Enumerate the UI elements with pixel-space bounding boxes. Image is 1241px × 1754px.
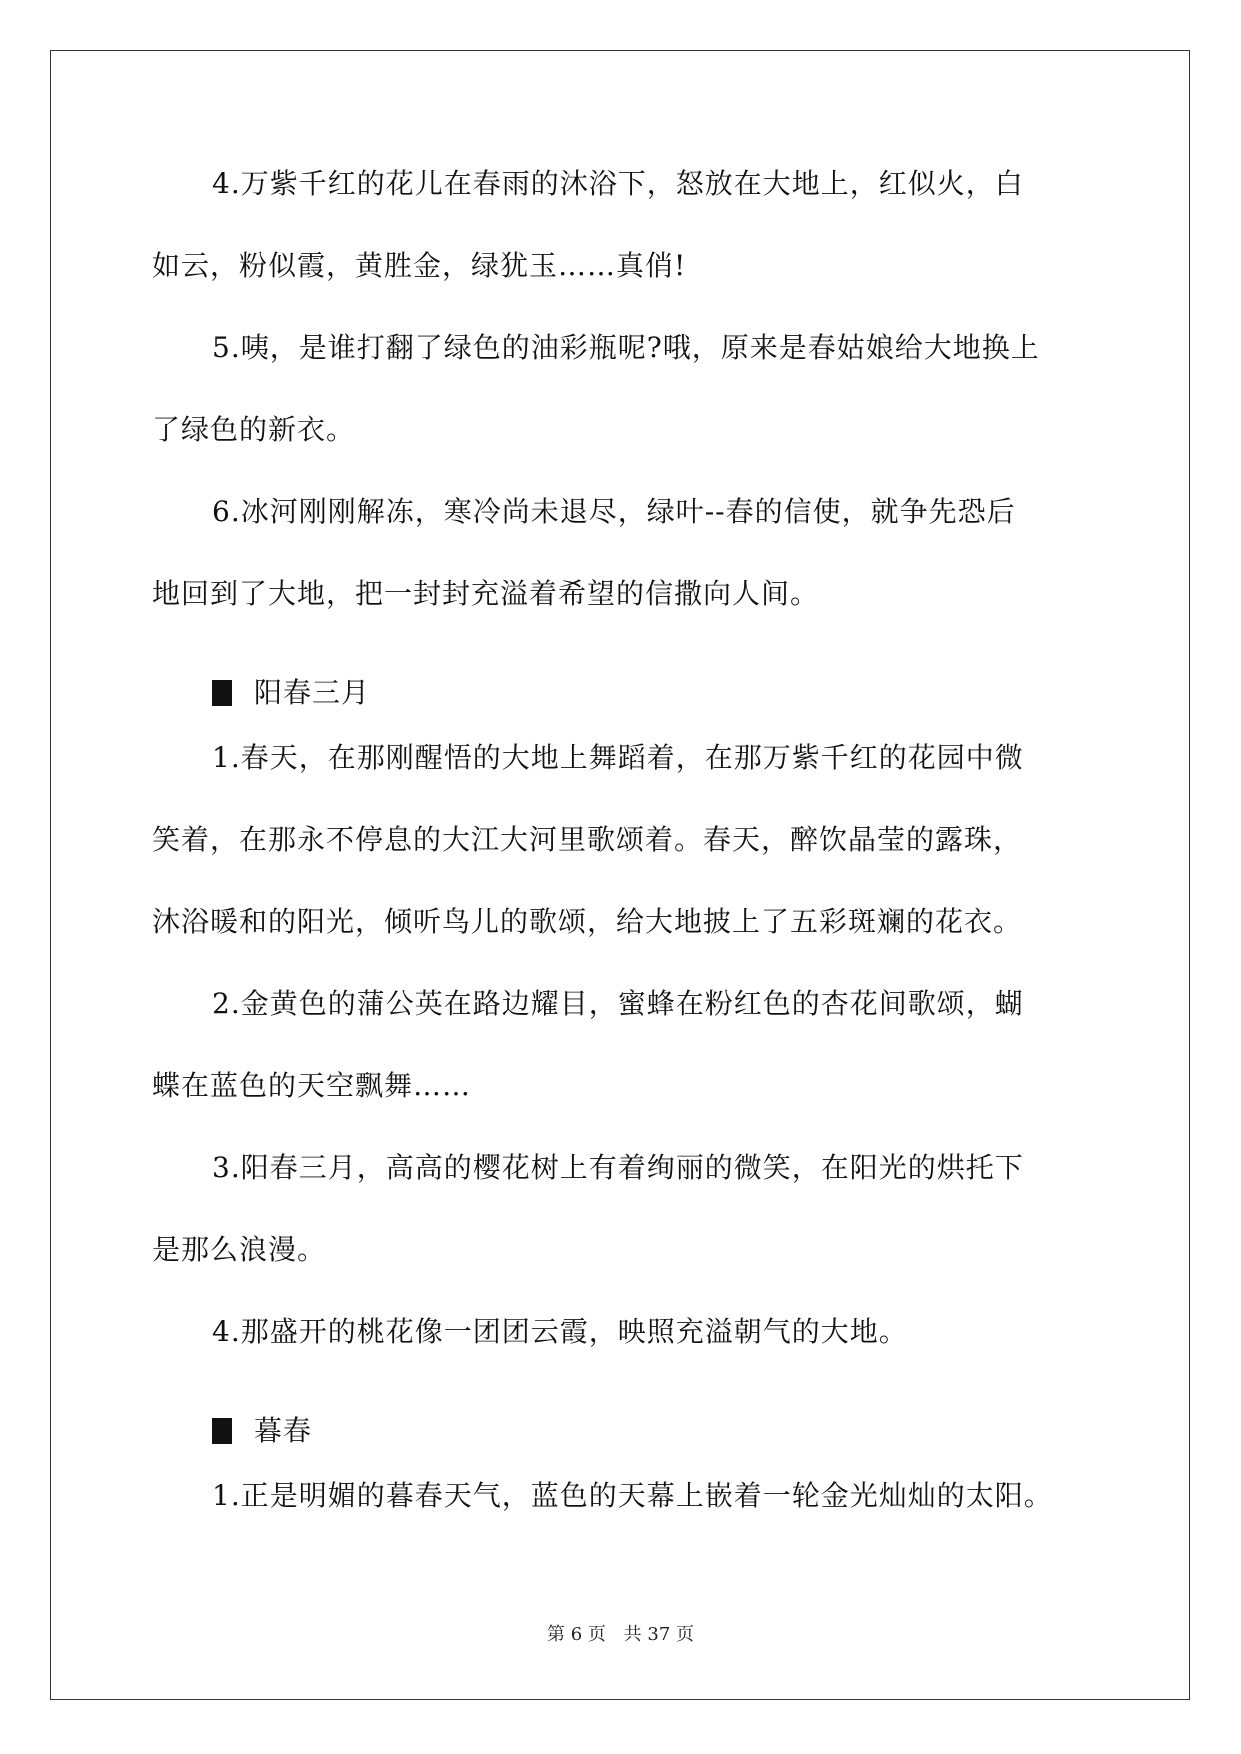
square-bullet-icon [212,680,232,706]
page-number: 第 6 页 [547,1624,606,1645]
paragraph-line: 5.咦，是谁打翻了绿色的油彩瓶呢?哦，原来是春姑娘给大地换上 [212,331,1040,364]
paragraph-line: 2.金黄色的蒲公英在路边耀目，蜜蜂在粉红色的杏花间歌颂，蝴 [212,987,1024,1020]
paragraph-line: 蝶在蓝色的天空飘舞…… [152,1069,472,1102]
section-heading-text: 阳春三月 [254,676,371,709]
page-footer [0,1620,1241,1646]
paragraph-line: 6.冰河刚刚解冻，寒冷尚未退尽，绿叶--春的信使，就争先恐后 [212,495,1016,528]
paragraph-line: 地回到了大地，把一封封充溢着希望的信撒向人间。 [152,577,820,610]
page-total: 共 37 页 [623,1624,694,1645]
paragraph-line: 如云，粉似霞，黄胜金，绿犹玉……真俏! [152,249,687,282]
paragraph-line: 沐浴暖和的阳光，倾听鸟儿的歌颂，给大地披上了五彩斑斓的花衣。 [152,905,1023,938]
paragraph-line: 笑着，在那永不停息的大江大河里歌颂着。春天，醉饮晶莹的露珠， [152,823,1023,856]
square-bullet-icon [212,1418,232,1444]
document-body [152,160,1097,1554]
section-heading-text: 暮春 [254,1414,313,1447]
paragraph-line: 4.万紫千红的花儿在春雨的沐浴下，怒放在大地上，红似火，白 [212,167,1024,200]
paragraph-line: 3.阳春三月，高高的樱花树上有着绚丽的微笑，在阳光的烘托下 [212,1151,1024,1184]
section-heading [152,652,1097,734]
paragraph-line: 1.正是明媚的暮春天气，蓝色的天幕上嵌着一轮金光灿灿的太阳。 [212,1479,1053,1512]
paragraph-line: 1.春天，在那刚醒悟的大地上舞蹈着，在那万紫千红的花园中微 [212,741,1024,774]
section-heading [152,1390,1097,1472]
paragraph-line: 4.那盛开的桃花像一团团云霞，映照充溢朝气的大地。 [212,1315,908,1348]
paragraph-line: 是那么浪漫。 [152,1233,327,1266]
paragraph-line: 了绿色的新衣。 [152,413,356,446]
